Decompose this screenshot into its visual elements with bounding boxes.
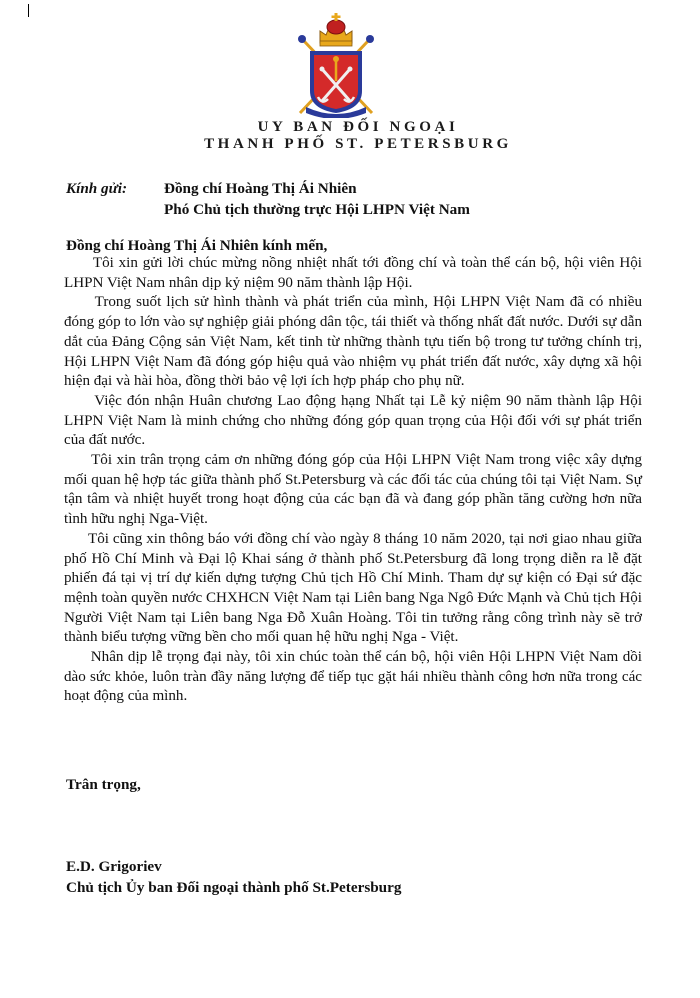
paragraph-5 — [64, 530, 642, 648]
recipient-name: Đồng chí Hoàng Thị Ái Nhiên — [164, 180, 357, 197]
paragraph-5-text: Tôi cũng xin thông báo với đồng chí vào ngày 8 tháng 10 năm 2020, tại nơi giao nhau giữa phố Hồ Chí Minh và Đại lộ Khai sáng ở thành phố St.Petersburg đã long trọng diễn ra lễ đặt phiến đá tại vị trí dự kiến dựng tượng Chủ tịch Hồ Chí Minh. Tham dự sự kiện có Đại sứ đặc mệnh toàn quyền nước CHXHCN Việt Nam tại Liên bang Nga Ngô Đức Mạnh và Chủ tịch Hội Người Việt Nam tại Liên bang Nga Đỗ Xuân Hoàng. Tôi tin tưởng rằng công trình này sẽ trở thành biểu tượng vững bền cho mối quan hệ hữu nghị Nga - Việt. — [64, 530, 642, 646]
coat-of-arms-emblem — [290, 13, 382, 118]
recipient-label: Kính gửi: — [66, 180, 128, 197]
paragraph-1 — [64, 254, 642, 293]
paragraph-4-text: Tôi xin trân trọng cảm ơn những đóng góp của Hội LHPN Việt Nam trong việc xây dựng mối quan hệ hợp tác giữa thành phố St.Petersburg và các đối tác của chúng tôi tại Việt Nam. Sự tận tâm và nhiệt huyết trong hoạt động của các bạn đã và đang góp phần tăng cường hơn nữa tình hữu nghị Nga-Việt. — [64, 452, 642, 528]
paragraph-1-text: Tôi xin gửi lời chúc mừng nồng nhiệt nhất tới đồng chí và toàn thể cán bộ, hội viên Hội LHPN Việt Nam nhân dịp kỷ niệm 90 năm thành lập Hội. — [64, 255, 643, 291]
paragraph-2 — [64, 293, 642, 392]
greeting: Đồng chí Hoàng Thị Ái Nhiên kính mến, — [66, 237, 328, 254]
paragraph-6-text: Nhân dịp lễ trọng đại này, tôi xin chúc toàn thể cán bộ, hội viên Hội LHPN Việt Nam dồi dào sức khỏe, luôn tràn đầy năng lượng để tiếp tục gặt hái nhiều thành công hơn nữa trong các hoạt động của mình. — [64, 649, 642, 705]
letter-body — [64, 254, 642, 707]
shield-icon — [310, 51, 362, 113]
crown-icon — [320, 13, 352, 46]
signature-block — [66, 856, 401, 898]
org-title-line1: UY BAN ĐỐI NGOẠI — [257, 119, 459, 135]
recipient-title: Phó Chủ tịch thường trực Hội LHPN Việt Nam — [164, 201, 470, 218]
closing-salutation: Trân trọng, — [66, 776, 141, 793]
paragraph-3-text: Việc đón nhận Huân chương Lao động hạng Nhất tại Lễ kỷ niệm 90 năm thành lập Hội LHPN Việt Nam là minh chứng cho những đóng góp quan trọng của Hội đối với sự phát triển của đất nước. — [64, 392, 643, 449]
paragraph-2-text: Trong suốt lịch sử hình thành và phát triển của mình, Hội LHPN Việt Nam đã có nhiều đóng góp to lớn vào sự nghiệp giải phóng dân tộc, tái thiết và thống nhất đất nước. Dưới sự dẫn dắt của Đảng Cộng sản Việt Nam, kết tinh từ những thành tựu tiến bộ trong tư tưởng chính trị, Hội LHPN Việt Nam đã đóng góp hiệu quả vào nhiệm vụ phát triển đất nước, xây dựng xã hội hiện đại và hài hòa, đồng thời bảo vệ lợi ích hợp pháp cho phụ nữ. — [64, 294, 642, 390]
org-title-line2: THANH PHỐ ST. PETERSBURG — [204, 136, 512, 152]
paragraph-3 — [64, 392, 642, 451]
signer-title: Chủ tịch Ủy ban Đối ngoại thành phố St.Petersburg — [66, 879, 402, 896]
text-cursor — [28, 4, 29, 17]
recipient-block — [66, 178, 470, 220]
signer-name: E.D. Grigoriev — [66, 858, 162, 875]
paragraph-4 — [64, 451, 642, 530]
paragraph-6 — [64, 648, 642, 707]
